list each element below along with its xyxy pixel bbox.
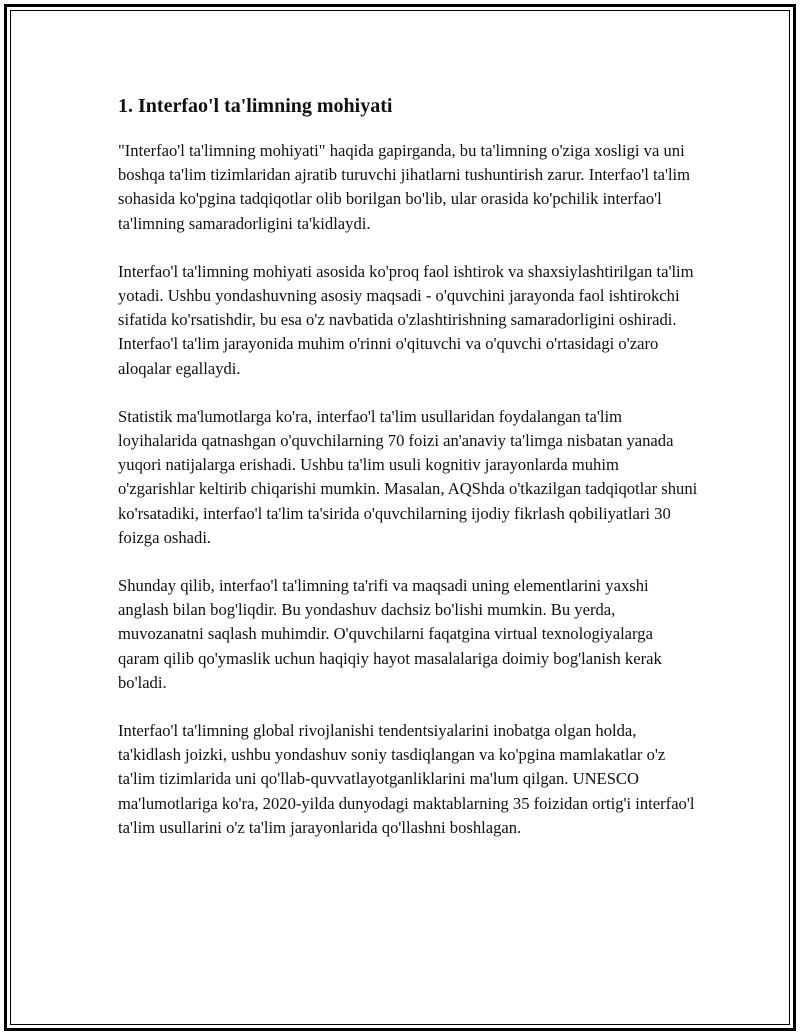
document-body <box>118 88 698 864</box>
paragraph-5: Interfao'l ta'limning global rivojlanishi tendentsiyalarini inobatga olgan holda, ta'kidlash joizki, ushbu yondashuv soniy tasdiqlangan va ko'pgina mamlakatlar o'z ta'lim tizimlarida uni qo'llab-quvvatlayotganliklarini ma'lum qilgan. UNESCO ma'lumotlariga ko'ra, 2020-yilda dunyodagi maktablarning 35 foizidan ortig'i interfao'l ta'lim usullarini o'z ta'lim jarayonlarida qo'llashni boshlagan. <box>118 721 695 837</box>
paragraph-1: "Interfao'l ta'limning mohiyati" haqida gapirganda, bu ta'limning o'ziga xosligi va uni boshqa ta'lim tizimlaridan ajratib turuvchi jihatlarni tushuntirish zarur. Interfao'l ta'lim sohasida ko'pgina tadqiqotlar olib borilgan bo'lib, ular orasida ko'pchilik interfao'l ta'limning samaradorligini ta'kidlaydi. <box>118 141 691 233</box>
paragraph-3: Statistik ma'lumotlarga ko'ra, interfao'l ta'lim usullaridan foydalangan ta'lim loyihalarida qatnashgan o'quvchilarning 70 foizi an'anaviy ta'limga nisbatan yanada yuqori natijalarga erishadi. Ushbu ta'lim usuli kognitiv jarayonlarda muhim o'zgarishlar keltirib chiqarishi mumkin. Masalan, AQShda o'tkazilgan tadqiqotlar shuni ko'rsatadiki, interfao'l ta'lim ta'sirida o'quvchilarning ijodiy fikrlash qobiliyatlari 30 foizga oshadi. <box>118 406 698 547</box>
section-heading: 1. Interfao'l ta'limning mohiyati <box>118 95 393 117</box>
paragraph-4: Shunday qilib, interfao'l ta'limning ta'rifi va maqsadi uning elementlarini yaxshi anglash bilan bog'liqdir. Bu yondashuv dachsiz bo'lishi mumkin. Bu yerda, muvozanatni saqlash muhimdir. O'quvchilarni faqatgina virtual texnologiyalarga qaram qilib qo'ymaslik uchun haqiqiy hayot masalalariga doimiy bog'lanish kerak bo'ladi. <box>118 576 662 692</box>
paragraph-2: Interfao'l ta'limning mohiyati asosida ko'proq faol ishtirok va shaxsiylashtirilgan ta'lim yotadi. Ushbu yondashuvning asosiy maqsadi - o'quvchini jarayonda faol ishtirokchi sifatida ko'rsatishdir, bu esa o'z navbatida o'zlashtirishning samaradorligini oshiradi. Interfao'l ta'lim jarayonida muhim o'rinni o'qituvchi va o'quvchi o'rtasidagi o'zaro aloqalar egallaydi. <box>118 261 694 378</box>
